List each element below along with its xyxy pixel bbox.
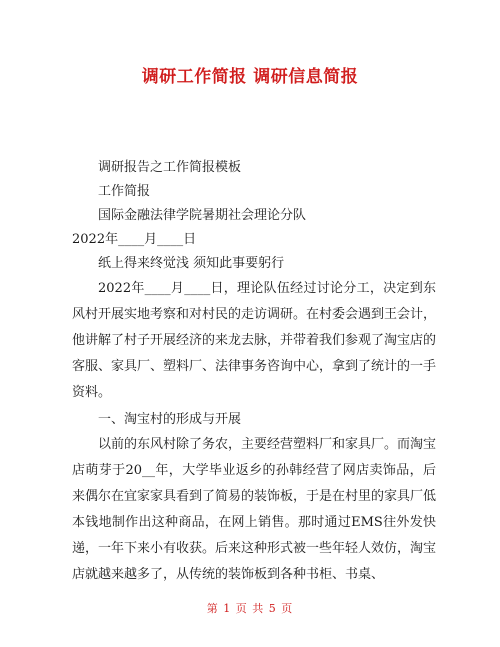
section-heading: 一、淘宝村的形成与开展 <box>98 412 242 427</box>
document-title: 调研工作简报 调研信息简报 <box>141 67 359 87</box>
doc-motto: 纸上得来终觉浅 须知此事要躬行 <box>98 256 285 271</box>
doc-heading: 工作简报 <box>98 184 151 199</box>
doc-paragraph-1: 2022年____月____日，理论队伍经过讨论分工，决定到东风村开展实地考察和对村民的走访调研。在村委会遇到王会计，他讲解了村子开展经济的来龙去脉，并带着我们参观了淘宝店的客服、家具厂、塑料厂、法律事务咨询中心，拿到了统计的一手资料。 <box>72 281 437 400</box>
page-footer: 第 1 页 共 5 页 <box>206 602 294 615</box>
doc-subtitle: 调研报告之工作简报模板 <box>98 160 242 175</box>
document-body <box>72 156 436 588</box>
section-paragraph: 以前的东风村除了务农，主要经营塑料厂和家具厂。而淘宝店萌芽于20__年，大学毕业返乡的孙韩经营了网店卖饰品，后来偶尔在宜家家具看到了简易的装饰板，于是在村里的家具厂低本钱地制作出这种商品，在网上销售。那时通过EMS往外发快递，一年下来小有收获。后来这种形式被一些年轻人效仿，淘宝店就越来越多了，从传统的装饰板到各种书柜、书桌、 <box>72 437 437 582</box>
doc-team-name: 国际金融法律学院暑期社会理论分队 <box>98 208 307 223</box>
doc-date: 2022年____月____日 <box>72 232 197 247</box>
